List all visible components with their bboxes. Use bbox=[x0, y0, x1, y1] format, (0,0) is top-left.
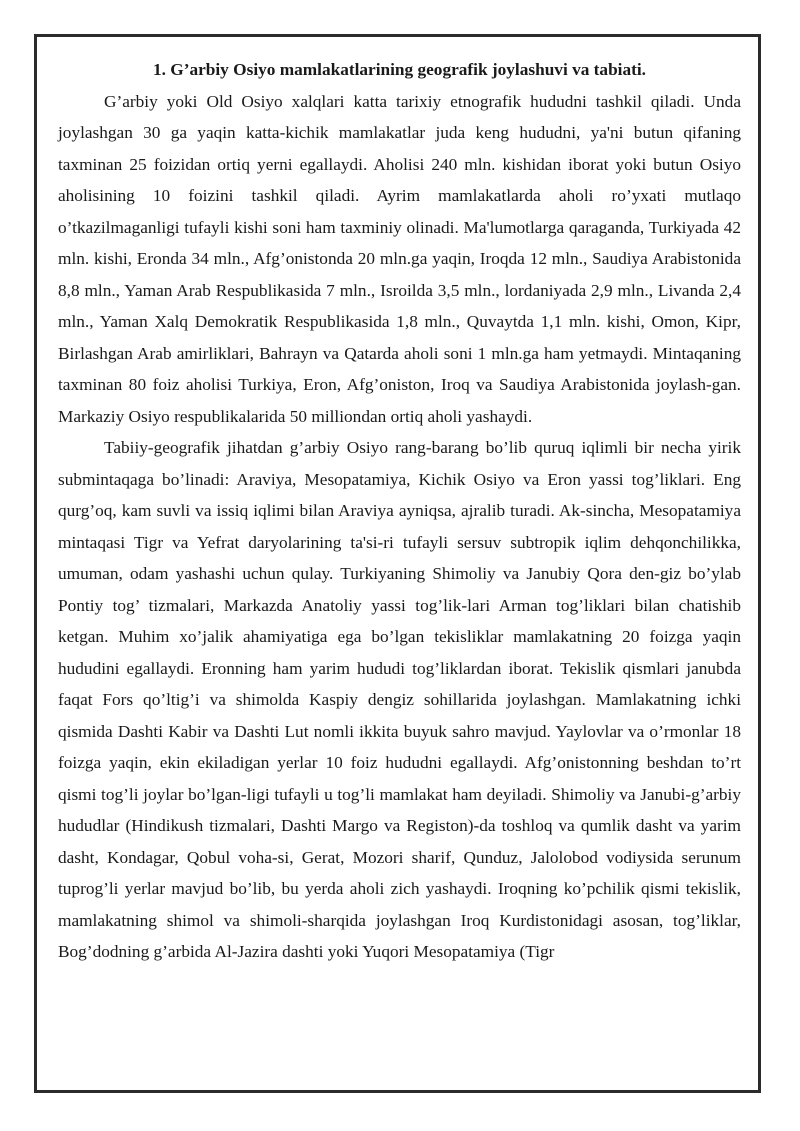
paragraph-population: G’arbiy yoki Old Osiyo xalqlari katta tarixiy etnografik hududni tashkil qiladi. Unda joylashgan 30 ga yaqin katta-kichik mamlakatlar juda keng hududni, ya'ni butun qifaning taxminan 25 foizidan ortiq yerni egallaydi. Aholisi 240 mln. kishidan iborat yoki butun Osiyo aholisining 10 foizini tashkil qiladi. Ayrim mamlakatlarda aholi ro’yxati mutlaqo o’tkazilmaganligi tufayli kishi soni ham taxminiy olinadi. Ma'lumotlarga qaraganda, Turkiyada 42 mln. kishi, Eronda 34 mln., Afg’onistonda 20 mln.ga yaqin, Iroqda 12 mln., Saudiya Arabistonida 8,8 mln., Yaman Arab Respublikasida 7 mln., Isroilda 3,5 mln., lordaniyada 2,9 mln., Livanda 2,4 mln., Yaman Xalq Demokratik Respublikasida 1,8 mln., Quvaytda 1,1 mln. kishi, Omon, Kipr, Birlashgan Arab amirliklari, Bahrayn va Qatarda aholi soni 1 mln.ga ham yetmaydi. Mintaqaning taxminan 80 foiz aholisi Turkiya, Eron, Afg’oniston, Iroq va Saudiya Arabistonida joylash-gan. Markaziy Osiyo respublikalarida 50 milliondan ortiq aholi yashaydi. bbox=[58, 91, 741, 426]
document-body bbox=[58, 54, 741, 968]
paragraph-geography: Tabiiy-geografik jihatdan g’arbiy Osiyo rang-barang bo’lib quruq iqlimli bir necha yirik submintaqaga bo’linadi: Araviya, Mesopatamiya, Kichik Osiyo va Eron yassi tog’liklari. Eng qurg’oq, kam suvli va issiq iqlimi bilan Araviya ayniqsa, ajralib turadi. Ak-sincha, Mesopatamiya mintaqasi Tigr va Yefrat daryolarining ta'si-ri tufayli sersuv subtropik iqlim dehqonchilikka, umuman, odam yashashi uchun qulay. Turkiyaning Shimoliy va Janubiy Qora den-giz bo’ylab Pontiy tog’ tizmalari, Markazda Anatoliy yassi tog’lik-lari Arman tog’liklari bilan chatishib ketgan. Muhim xo’jalik ahamiyatiga ega bo’lgan tekisliklar mamlakatning 20 foizga yaqin hududini egallaydi. Eronning ham yarim hududi tog’liklardan iborat. Tekislik qismlari janubda faqat Fors qo’ltig’i va shimolda Kaspiy dengiz sohillarida joylashgan. Mamlakatning ichki qismida Dashti Kabir va Dashti Lut nomli ikkita buyuk sahro mavjud. Yaylovlar va o’rmonlar 18 foizga yaqin, ekin ekiladigan yerlar 10 foiz hududni egallaydi. Afg’onistonning beshdan to’rt qismi tog’li joylar bo’lgan-ligi tufayli u tog’li mamlakat ham deyiladi. Shimoliy va Janubi-g’arbiy hududlar (Hindikush tizmalari, Dashti Margo va Registon)-da toshloq va qumlik dasht va yarim dasht, Kondagar, Qobul voha-si, Gerat, Mozori sharif, Qunduz, Jalolobod vodiysida serunum tuprog’li yerlar mavjud bo’lib, bu yerda aholi zich yashaydi. Iroqning ko’pchilik qismi tekislik, mamlakatning shimol va shimoli-sharqida joylashgan Iroq Kurdistonidagi asosan, tog’liklar, Bog’dodning g’arbida Al-Jazira dashti yoki Yuqori Mesopatamiya (Tigr bbox=[58, 438, 741, 961]
section-heading: 1. G’arbiy Osiyo mamlakatlarining geografik joylashuvi va tabiati. bbox=[152, 60, 646, 79]
